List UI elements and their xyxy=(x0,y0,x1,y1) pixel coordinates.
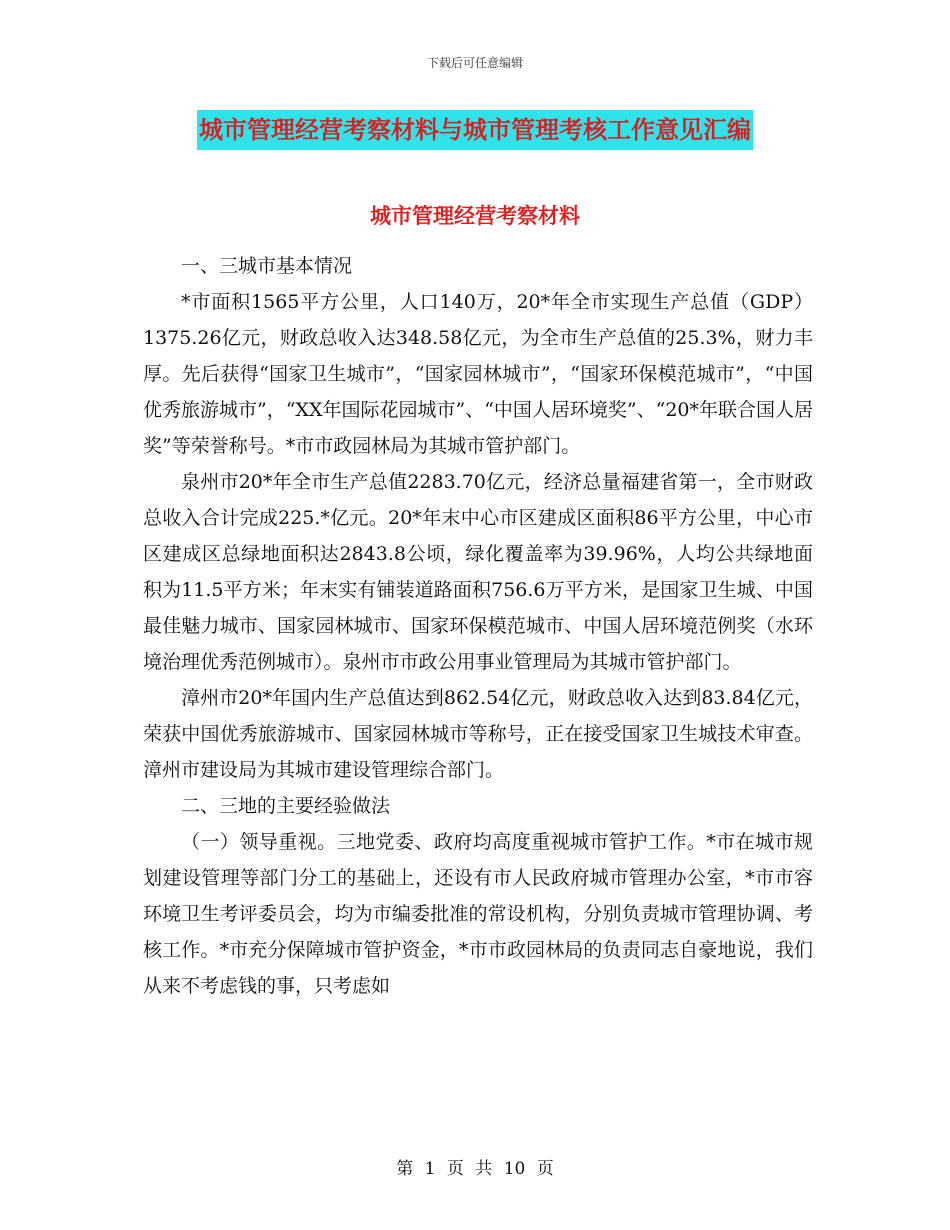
paragraph-quanzhou: 泉州市20*年全市生产总值2283.70亿元，经济总量福建省第一，全市财政总收入合计完成225.*亿元。20*年末中心市区建成区面积86平方公里，中心市区建成区总绿地面积达2843.8公顷，绿化覆盖率为39.96%，人均公共绿地面积为11.5平方米；年末实有铺装道路面积756.6万平方米，是国家卫生城、中国最佳魅力城市、国家园林城市、国家环保模范城市、中国人居环境范例奖（水环境治理优秀范例城市）。泉州市市政公用事业管理局为其城市管护部门。 xyxy=(143,471,813,673)
paragraph-leadership: （一）领导重视。三地党委、政府均高度重视城市管护工作。*市在城市规划建设管理等部门分工的基础上，还设有市人民政府城市管理办公室，*市市容环境卫生考评委员会，均为市编委批准的常设机构，分别负责城市管理协调、考核工作。*市充分保障城市管护资金，*市市政园林局的负责同志自豪地说，我们从来不考虑钱的事，只考虑如 xyxy=(143,831,813,997)
section-subtitle: 城市管理经营考察材料 xyxy=(370,203,580,228)
heading-basic-situation: 一、三城市基本情况 xyxy=(181,255,353,277)
main-title: 城市管理经营考察材料与城市管理考核工作意见汇编 xyxy=(197,110,753,150)
page-footer: 第 1 页 共 10 页 xyxy=(396,1159,554,1179)
paragraph-city-1: *市面积1565平方公里，人口140万，20*年全市实现生产总值（GDP）1375.26亿元，财政总收入达348.58亿元，为全市生产总值的25.3%，财力丰厚。先后获得“国家卫生城市”，“国家园林城市”，“国家环保模范城市”，“中国优秀旅游城市”，“XX年国际花园城市”、“中国人居环境奖”、“20*年联合国人居奖”等荣誉称号。*市市政园林局为其城市管护部门。 xyxy=(143,291,814,457)
main-title-container xyxy=(0,110,950,150)
heading-main-experience: 二、三地的主要经验做法 xyxy=(181,795,391,817)
paragraph-zhangzhou: 漳州市20*年国内生产总值达到862.54亿元，财政总收入达到83.84亿元，荣获中国优秀旅游城市、国家园林城市等称号，正在接受国家卫生城技术审查。漳州市建设局为其城市建设管理综合部门。 xyxy=(143,687,813,781)
document-body xyxy=(143,248,813,1004)
header-note: 下载后可任意编辑 xyxy=(426,56,523,70)
